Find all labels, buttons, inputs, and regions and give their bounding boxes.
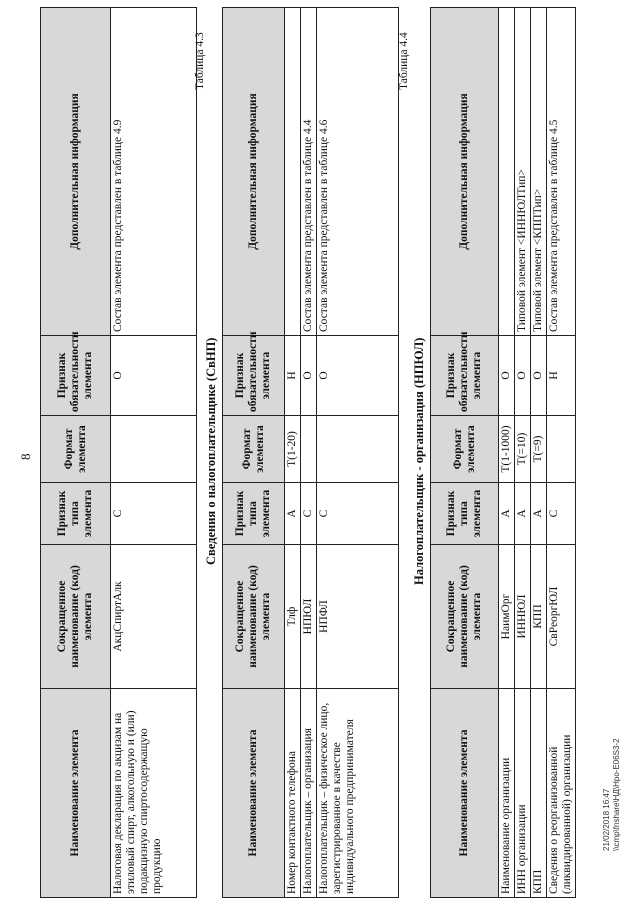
footer-date: 21/02/2018 16:47 bbox=[602, 788, 611, 851]
table-3 bbox=[430, 7, 576, 898]
header-name: Наименование элемента bbox=[41, 689, 111, 898]
header-info: Дополнительная информация bbox=[223, 8, 285, 336]
table-1 bbox=[40, 7, 197, 898]
header-info: Дополнительная информация bbox=[41, 8, 111, 336]
footer-path: \\cmp\fnshare\НД\Нро-Е06S3-2 bbox=[612, 738, 621, 851]
header-required: Признак обязательности элемента bbox=[223, 336, 285, 416]
header-name: Наименование элемента bbox=[431, 689, 499, 898]
header-type: Признак типа элемента bbox=[223, 483, 285, 545]
table-2-caption: Таблица 4.3 bbox=[194, 32, 206, 90]
table-row: Номер контактного телефона Тлф А T(1-20) Н bbox=[285, 8, 301, 898]
table-row: Наименование организации НаимОрг А T(1-1000) О bbox=[499, 8, 515, 898]
header-type: Признак типа элемента bbox=[431, 483, 499, 545]
table-2-title: Сведения о налогоплательщике (СвНП) bbox=[204, 337, 218, 565]
table-3-title: Налогоплательщик - организация (НПЮЛ) bbox=[412, 337, 426, 585]
table-row: ИНН организации ИННЮЛ А T(=10) О Типовой элемент <ИННЮЛТип> bbox=[515, 8, 531, 898]
header-required: Признак обязательности элемента bbox=[431, 336, 499, 416]
table-row: Сведения о реорганизованной (ликвидированной) организации СвРеоргЮЛ С Н Состав элемента представлен в таблице 4.5 bbox=[547, 8, 576, 898]
header-format: Формат элемента bbox=[41, 416, 111, 483]
footer-stamp bbox=[602, 738, 622, 851]
page-number: 8 bbox=[18, 453, 33, 460]
header-format: Формат элемента bbox=[431, 416, 499, 483]
header-info: Дополнительная информация bbox=[431, 8, 499, 336]
table-row: КПП КПП А T(=9) О Типовой элемент <КППТип> bbox=[531, 8, 547, 898]
header-code: Сокращенное наименование (код) элемента bbox=[41, 545, 111, 689]
table-row: Налогоплательщик – физическое лицо, зарегистрированное в качестве индивидуального предпринимателя НПФЛ С О Состав элемента представлен в таблице 4.6 bbox=[317, 8, 399, 898]
header-required: Признак обязательности элемента bbox=[41, 336, 111, 416]
table-3-caption: Таблица 4.4 bbox=[398, 32, 410, 90]
header-type: Признак типа элемента bbox=[41, 483, 111, 545]
header-code: Сокращенное наименование (код) элемента bbox=[431, 545, 499, 689]
header-name: Наименование элемента bbox=[223, 689, 285, 898]
header-code: Сокращенное наименование (код) элемента bbox=[223, 545, 285, 689]
table-row: Налоговая декларация по акцизам на этиловый спирт, алкогольную и (или) подакцизную спиртосодержащую продукцию АкцСпиртАлк С О Состав элемента представлен в таблице 4.9 bbox=[111, 8, 197, 898]
table-2 bbox=[222, 7, 399, 898]
header-format: Формат элемента bbox=[223, 416, 285, 483]
table-row: Налогоплательщик – организация НПЮЛ С О Состав элемента представлен в таблице 4.4 bbox=[301, 8, 317, 898]
